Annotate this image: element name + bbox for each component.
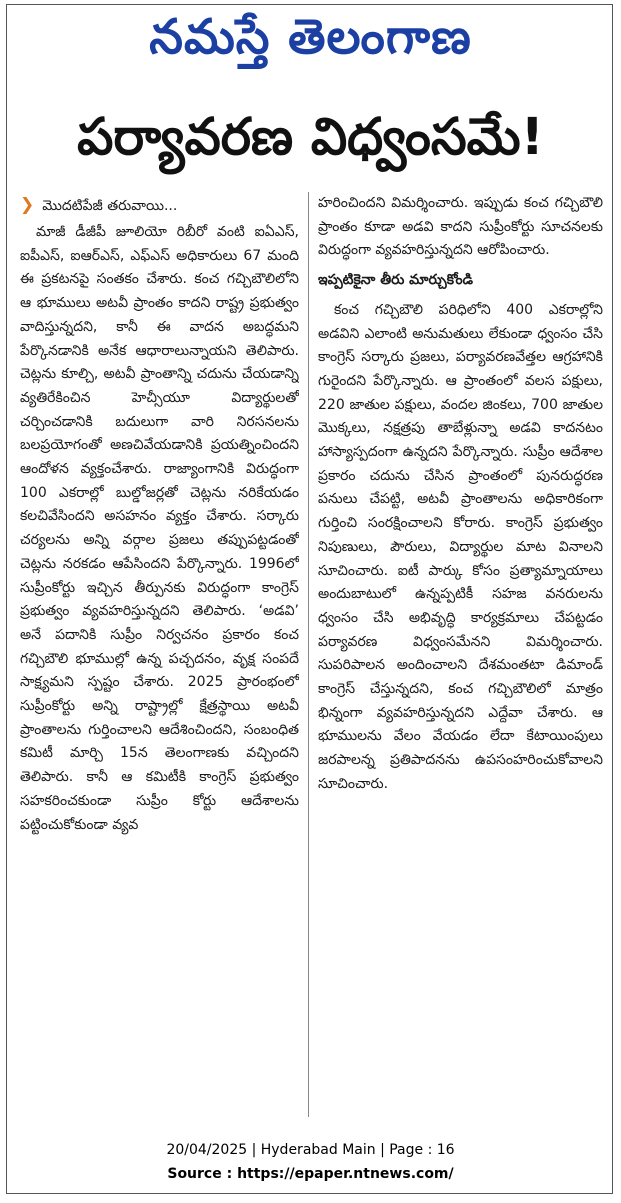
article-subheading: ఇప్పటికైనా తీరు మార్చుకోండి: [318, 272, 473, 289]
chevron-right-icon: ❯: [20, 195, 35, 215]
continuation-label: మొదటిపేజీ తరువాయి...: [42, 198, 178, 214]
article-column-left: [20, 192, 299, 1112]
source-url: Source : https://epaper.ntnews.com/: [167, 1166, 454, 1182]
article-paragraph: హరించిందని విమర్శించారు. ఇప్పుడు కంచ గచ్చిబౌలి ప్రాంతం కూడా అడవి కాదని సుప్రీంకోర్టు సూచనలకు విరుద్ధంగా వ్యవహరిస్తున్నదని ఆరోపించారు.: [318, 195, 603, 259]
article-paragraph: మాజీ డీజీపీ జూలియో రిబీరో వంటి ఐఏఎస్, ఐపీఎస్, ఐఆర్ఎస్, ఎఫ్ఎస్ అధికారులు 67 మంది ఈ ప్రకటనపై సంతకం చేశారు. కంచ గచ్చిబౌలిలోని ఆ భూములు అటవీ ప్రాంతం కాదని రాష్ట్ర ప్రభుత్వం వాదిస్తున్నదని, కానీ ఈ వాదన అబద్ధమని పేర్కొనడానికి అనేక ఆధారాలున్నాయని తెలిపారు. చెట్లను కూల్చి, అటవీ ప్రాంతాన్ని చదును చేయడాన్ని వ్యతిరేకించిన హెచ్సీయూ విద్యార్థులతో చర్చించడానికి బదులుగా వారి నిరసనలను బలప్రయోగంతో అణచివేయడానికి ప్రయత్నించిందని ఆందోళన వ్యక్తంచేశారు. రాజ్యాంగానికి విరుద్ధంగా 100 ఎకరాల్లో బుల్డోజర్లతో చెట్లను నరికేయడం కలచివేసిందని అసహనం వ్యక్తం చేశారు. సర్కారు చర్యలను అన్ని వర్గాల ప్రజలు తప్పుపట్టడంతో చెట్లను నరకడం ఆపేసిందని పేర్కొన్నారు. 1996లో సుప్రీంకోర్టు ఇచ్చిన తీర్పునకు విరుద్ధంగా కాంగ్రెస్ ప్రభుత్వం వ్యవహరిస్తున్నదని తెలిపారు. ‘అడవి’ అనే పదానికి సుప్రీం నిర్వచనం ప్రకారం కంచ గచ్చిబౌలి భూముల్లో ఉన్న పచ్చదనం, వృక్ష సంపదే సాక్ష్యమని స్పష్టం చేశారు. 2025 ప్రారంభంలో సుప్రీంకోర్టు అన్ని రాష్ట్రాల్లో క్షేత్రస్థాయి అటవీ ప్రాంతాలను గుర్తించాలని ఆదేశించిందని, సంబంధిత కమిటీ మార్చి 15న తెలంగాణకు వచ్చిందని తెలిపారు. కానీ ఆ కమిటీకి కాంగ్రెస్ ప్రభుత్వం సహకరించకుండా సుప్రీం కోర్టు ఆదేశాలను పట్టించుకోకుండా వ్యవ: [20, 224, 299, 833]
newspaper-masthead: నమస్తే తెలంగాణ: [149, 9, 472, 65]
edition-info: 20/04/2025 | Hyderabad Main | Page : 16: [166, 1142, 455, 1158]
article-headline: పర్యావరణ విధ్వంసమే!: [77, 108, 544, 167]
article-paragraph: కంచ గచ్చిబౌలి పరిధిలోని 400 ఎకరాల్లోని అడవిని ఎలాంటి అనుమతులు లేకుండా ధ్వంసం చేసి కాంగ్రెస్ సర్కారు ప్రజలు, పర్యావరణవేత్తల ఆగ్రహానికి గురైందని పేర్కొన్నారు. ఆ ప్రాంతంలో వలస పక్షులు, 220 జాతుల పక్షులు, వందల జింకలు, 700 జాతుల మొక్కలు, నక్షత్రపు తాబేళ్లున్నా అడవి కాదనటం హాస్యాస్పదంగా ఉన్నదని పేర్కొన్నారు. సుప్రీం ఆదేశాల ప్రకారం చదును చేసిన ప్రాంతంలో పునరుద్ధరణ పనులు చేపట్టి, అటవీ ప్రాంతాలను అధికారికంగా గుర్తించి సంరక్షించాలని కోరారు. కాంగ్రెస్ ప్రభుత్వం నిపుణులు, పౌరులు, విద్యార్థుల మాట వినాలని సూచించారు. ఐటీ పార్కు కోసం ప్రత్యామ్నాయాలు అందుబాటులో ఉన్నప్పటికీ సహజ వనరులను ధ్వంసం చేసి అభివృద్ధి కార్యక్రమాలు చేపట్టడం పర్యావరణ విధ్వంసమేనని విమర్శించారు. సుపరిపాలన అందించాలని దేశమంతటా డిమాండ్ కాంగ్రెస్ చేస్తున్నదని, కంచ గచ్చిబౌలిలో మాత్రం భిన్నంగా వ్యవహరిస్తున్నదని ఎద్దేవా చేశారు. ఆ భూములను వేలం వేయడం లేదా కేటాయింపులు జరపాలన్న ప్రతిపాదనను ఉపసంహరించుకోవాలని సూచించారు.: [318, 301, 603, 792]
continuation-marker: [20, 192, 299, 219]
article-column-right: [318, 192, 603, 1132]
column-divider: [308, 192, 309, 1117]
